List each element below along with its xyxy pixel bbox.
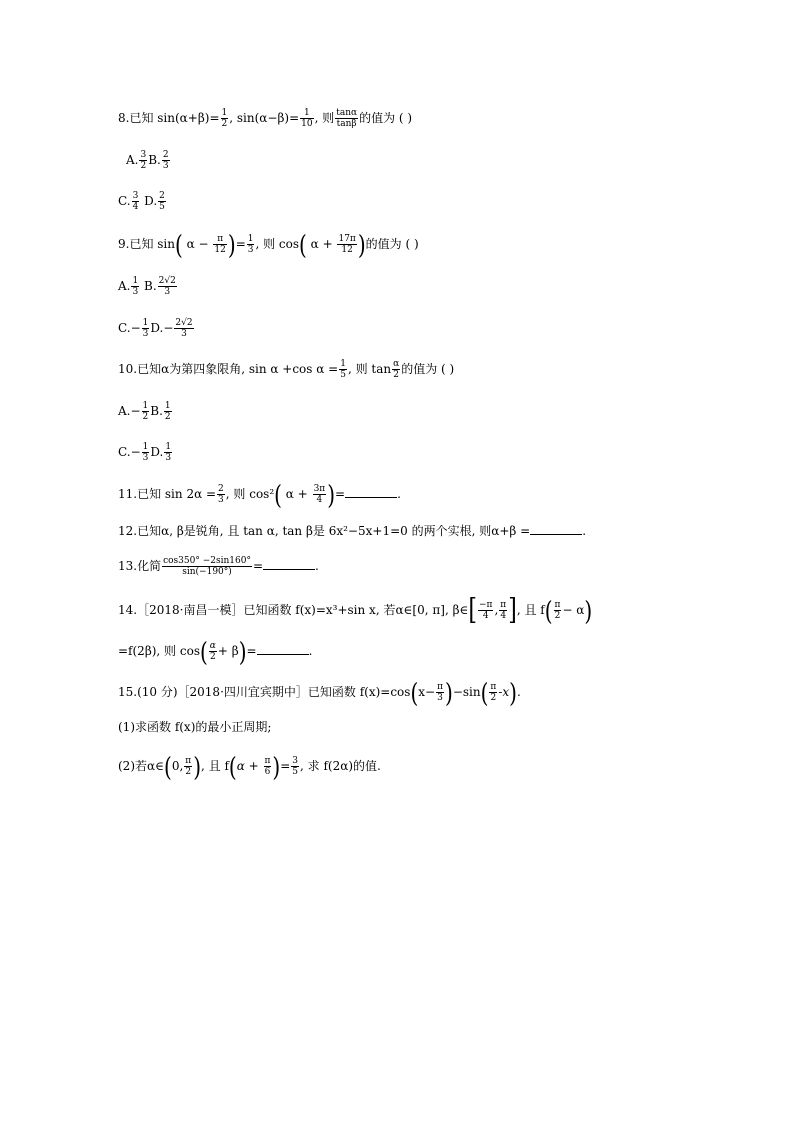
question-15: 15.(10 分)［2018·四川宜宾期中］已知函数 f(x)=cos(x− $\frac{\pi}{3}$ )−sin( $\frac{\pi}{2}$ -x). bbox=[118, 676, 521, 709]
question-10: 10.已知α为第四象限角, sin α +cos α = $\frac{1}{5}$ , 则 tan $\frac{\alpha}{2}$ 的值为 ( ) bbox=[118, 359, 455, 380]
option-a-value: $\frac{1}{3}$ bbox=[132, 276, 139, 297]
fraction: $\frac{\pi}{2}$ bbox=[554, 600, 561, 621]
option-b-value: $\frac{1}{2}$ bbox=[164, 401, 171, 422]
answer-blank bbox=[345, 485, 397, 498]
option-c-value: $\frac{1}{3}$ bbox=[142, 318, 149, 339]
option-d-value: $\frac{2√2}{3}$ bbox=[175, 318, 193, 339]
option-d-value: $\frac{1}{3}$ bbox=[165, 442, 172, 463]
fraction: $\frac{3\pi}{4}$ bbox=[313, 484, 326, 505]
fraction: $\frac{3}{5}$ bbox=[292, 756, 299, 777]
fraction: $\frac{\pi}{2}$ bbox=[490, 682, 497, 703]
fraction: $\frac{1}{2}$ bbox=[221, 108, 228, 129]
option-d-value: $\frac{2}{5}$ bbox=[159, 191, 165, 212]
fraction: $\frac{\alpha}{2}$ bbox=[393, 359, 400, 380]
fraction: $\frac{-\pi}{4}$ bbox=[479, 600, 493, 621]
fraction: $\frac{1}{3}$ bbox=[247, 234, 254, 255]
fraction: $\frac{1}{5}$ bbox=[340, 359, 346, 380]
fraction: $\frac{17\pi}{12}$ bbox=[338, 234, 356, 255]
option-c-value: $\frac{1}{3}$ bbox=[142, 442, 149, 463]
question-8-options-ab: A. $\frac{3}{2}$ B. $\frac{2}{3}$ bbox=[126, 150, 169, 171]
fraction: $\frac{1}{10}$ bbox=[301, 108, 313, 129]
fraction: $\frac{\alpha}{2}$ bbox=[209, 641, 216, 662]
fraction: $\frac{\pi}{6}$ bbox=[264, 756, 271, 777]
fraction: $\frac{\pi}{12}$ bbox=[214, 234, 226, 255]
option-b-value: $\frac{2√2}{3}$ bbox=[158, 276, 176, 297]
question-10-options-cd: C.− $\frac{1}{3}$ D. $\frac{1}{3}$ bbox=[118, 442, 172, 463]
question-15-part-2: (2)若α∈(0, $\frac{\pi}{2}$ ), 且 f(α + $\frac{\pi}{6}$ )= $\frac{3}{5}$ , 求 f(2α)的值. bbox=[118, 750, 381, 783]
fraction: $\frac{\pi}{4}$ bbox=[500, 600, 507, 621]
question-9-options-cd: C.− $\frac{1}{3}$ D.− $\frac{2√2}{3}$ bbox=[118, 318, 193, 339]
fraction: $\frac{\cos 350^\circ -2\sin 160^\circ}{\sin(-190^\circ)}$ bbox=[163, 556, 251, 577]
question-12: 12.已知α, β是锐角, 且 tan α, tan β是 6x²−5x+1=0 的两个实根, 则α+β = . bbox=[118, 524, 587, 538]
question-9-options-ab: A. $\frac{1}{3}$ B. $\frac{2√2}{3}$ bbox=[118, 276, 176, 297]
option-a-value: $\frac{3}{2}$ bbox=[140, 150, 147, 171]
fraction: $\frac{2}{3}$ bbox=[218, 484, 224, 505]
option-b-value: $\frac{2}{3}$ bbox=[162, 150, 169, 171]
fraction: $\frac{\pi}{3}$ bbox=[437, 682, 443, 703]
option-c-value: $\frac{3}{4}$ bbox=[132, 191, 139, 212]
question-11: 11.已知 sin 2α = $\frac{2}{3}$ , 则 cos²( α + $\frac{3\pi}{4}$ )= . bbox=[118, 478, 401, 511]
option-a-value: $\frac{1}{2}$ bbox=[142, 401, 149, 422]
answer-blank bbox=[530, 522, 582, 535]
question-14-line-2: =f(2β), 则 cos( $\frac{\alpha}{2}$ + β)= . bbox=[118, 635, 313, 668]
fraction: $\frac{\tan\alpha}{\tan\beta}$ bbox=[336, 108, 358, 129]
fraction: $\frac{\pi}{2}$ bbox=[185, 756, 192, 777]
question-15-part-1: (1)求函数 f(x)的最小正周期; bbox=[118, 720, 272, 734]
question-13: 13.化简 $\frac{\cos 350^\circ -2\sin 160^\circ}{\sin(-190^\circ)}$ = . bbox=[118, 556, 319, 577]
question-10-options-ab: A.− $\frac{1}{2}$ B. $\frac{1}{2}$ bbox=[118, 401, 171, 422]
answer-blank bbox=[263, 557, 315, 570]
question-9: 9.已知 sin( α − $\frac{\pi}{12}$ )= $\frac{1}{3}$ , 则 cos( α + $\frac{17\pi}{12}$ )的值为 ( ) bbox=[118, 228, 419, 261]
question-14: 14.［2018·南昌一模］已知函数 f(x)=x³+sin x, 若α∈[0, π], β∈[ $\frac{-\pi}{4}$ , $\frac{\pi}{4}$ ], 且 f( $\frac{\pi}{2}$ − α) bbox=[118, 593, 593, 627]
question-8: 8.已知 sin(α+β)= $\frac{1}{2}$ , sin(α−β)= $\frac{1}{10}$ , 则 $\frac{\tan\alpha}{\tan\beta}$ 的值为 ( ) bbox=[118, 108, 413, 129]
question-8-options-cd: C. $\frac{3}{4}$ D. $\frac{2}{5}$ bbox=[118, 191, 165, 212]
answer-blank bbox=[257, 642, 309, 655]
